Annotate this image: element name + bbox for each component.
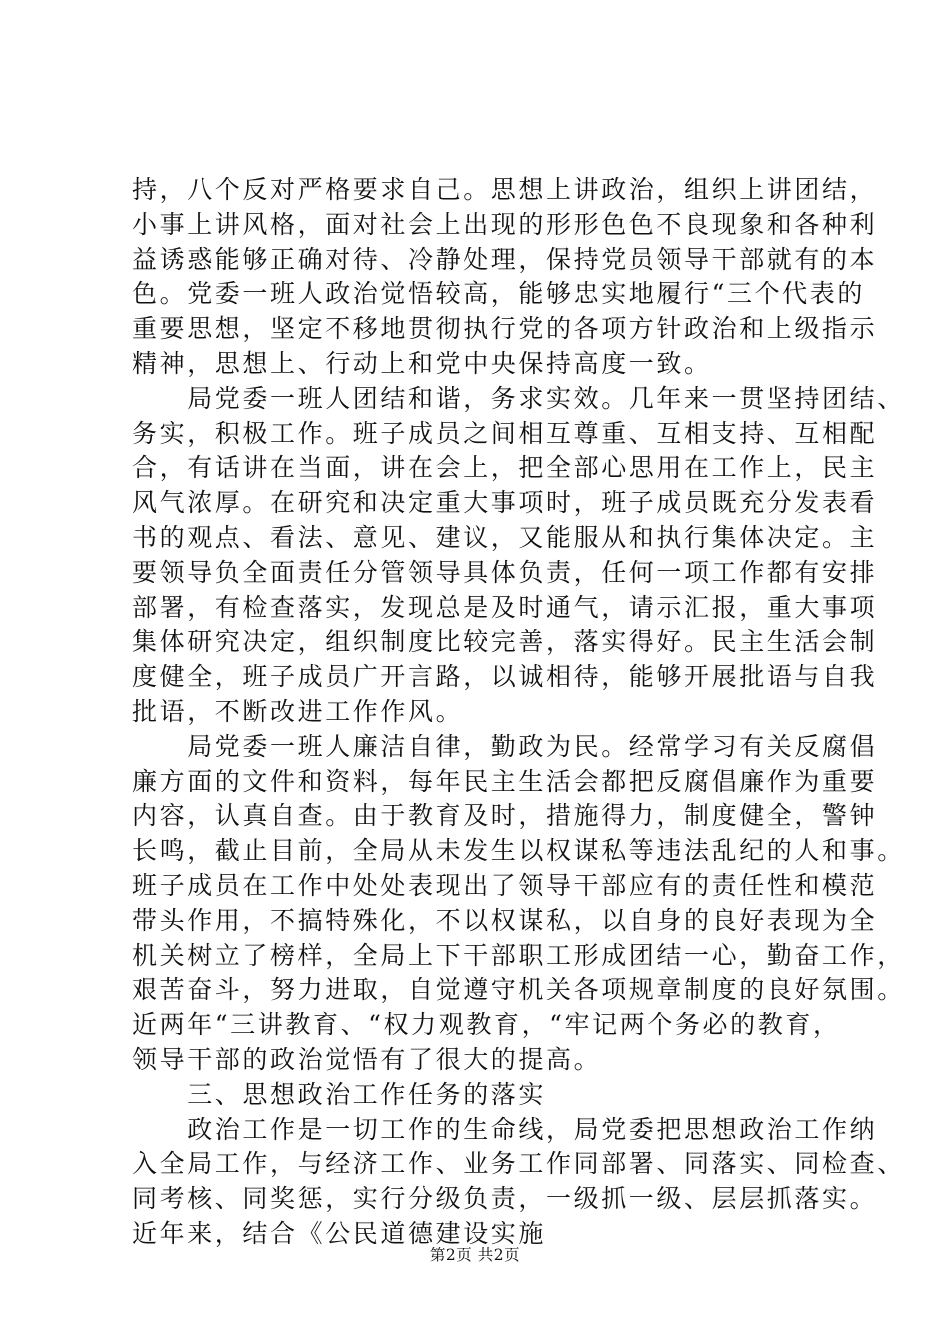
text-line: 政治工作是一切工作的生命线，局党委把思想政治工作纳 xyxy=(132,1114,878,1144)
text-line: 集体研究决定，组织制度比较完善，落实得好。民主生活会制 xyxy=(132,627,878,657)
text-line: 带头作用，不搞特殊化，不以权谋私，以自身的良好表现为全 xyxy=(132,905,878,935)
page-number-footer: 第2页 共2页 xyxy=(429,1246,521,1264)
text-line: 长鸣，截止目前，全局从未发生以权谋私等违法乱纪的人和事。 xyxy=(132,836,905,866)
text-line: 风气浓厚。在研究和决定重大事项时，班子成员既充分发表看 xyxy=(132,488,878,518)
text-line: 精神，思想上、行动上和党中央保持高度一致。 xyxy=(132,348,712,378)
text-line: 艰苦奋斗，努力进取，自觉遵守机关各项规章制度的良好氛围。 xyxy=(132,975,905,1005)
text-line: 益诱惑能够正确对待、冷静处理，保持党员领导干部就有的本 xyxy=(132,244,878,274)
text-line: 重要思想，坚定不移地贯彻执行党的各项方针政治和上级指示 xyxy=(132,314,878,344)
text-line: 同考核、同奖惩，实行分级负责，一级抓一级、层层抓落实。 xyxy=(132,1184,878,1214)
text-line: 批语，不断改进工作作风。 xyxy=(132,696,464,726)
text-line: 局党委一班人廉洁自律，勤政为民。经常学习有关反腐倡 xyxy=(132,731,878,761)
text-line: 班子成员在工作中处处表现出了领导干部应有的责任性和模范 xyxy=(132,870,878,900)
text-line: 务实，积极工作。班子成员之间相互尊重、互相支持、互相配 xyxy=(132,418,878,448)
text-line: 书的观点、看法、意见、建议，又能服从和执行集体决定。主 xyxy=(132,522,878,552)
text-line: 近两年“三讲教育、“权力观教育，“牢记两个务必的教育， xyxy=(132,1010,841,1040)
document-body xyxy=(132,173,905,1252)
text-line: 部署，有检查落实，发现总是及时通气，请示汇报，重大事项 xyxy=(132,592,878,622)
text-line: 合，有话讲在当面，讲在会上，把全部心思用在工作上，民主 xyxy=(132,453,878,483)
text-line: 领导干部的政治觉悟有了很大的提高。 xyxy=(132,1044,602,1074)
text-line: 机关树立了榜样，全局上下干部职工形成团结一心，勤奋工作， xyxy=(132,940,905,970)
section-heading: 三、思想政治工作任务的落实 xyxy=(132,1079,547,1109)
text-line: 持，八个反对严格要求自己。思想上讲政治，组织上讲团结， xyxy=(132,175,878,204)
text-line: 小事上讲风格，面对社会上出现的形形色色不良现象和各种利 xyxy=(132,209,878,239)
text-line: 局党委一班人团结和谐，务求实效。几年来一贯坚持团结、 xyxy=(132,383,905,413)
text-line: 度健全，班子成员广开言路，以诚相待，能够开展批语与自我 xyxy=(132,662,878,692)
text-line: 入全局工作，与经济工作、业务工作同部署、同落实、同检查、 xyxy=(132,1149,905,1179)
text-line: 内容，认真自查。由于教育及时，措施得力，制度健全，警钟 xyxy=(132,801,878,831)
text-line: 近年来，结合《公民道德建设实施 xyxy=(132,1218,547,1248)
text-line: 廉方面的文件和资料，每年民主生活会都把反腐倡廉作为重要 xyxy=(132,766,878,796)
text-line: 要领导负全面责任分管领导具体负责，任何一项工作都有安排 xyxy=(132,557,878,587)
text-line: 色。党委一班人政治觉悟较高，能够忠实地履行“三个代表的 xyxy=(132,279,865,309)
